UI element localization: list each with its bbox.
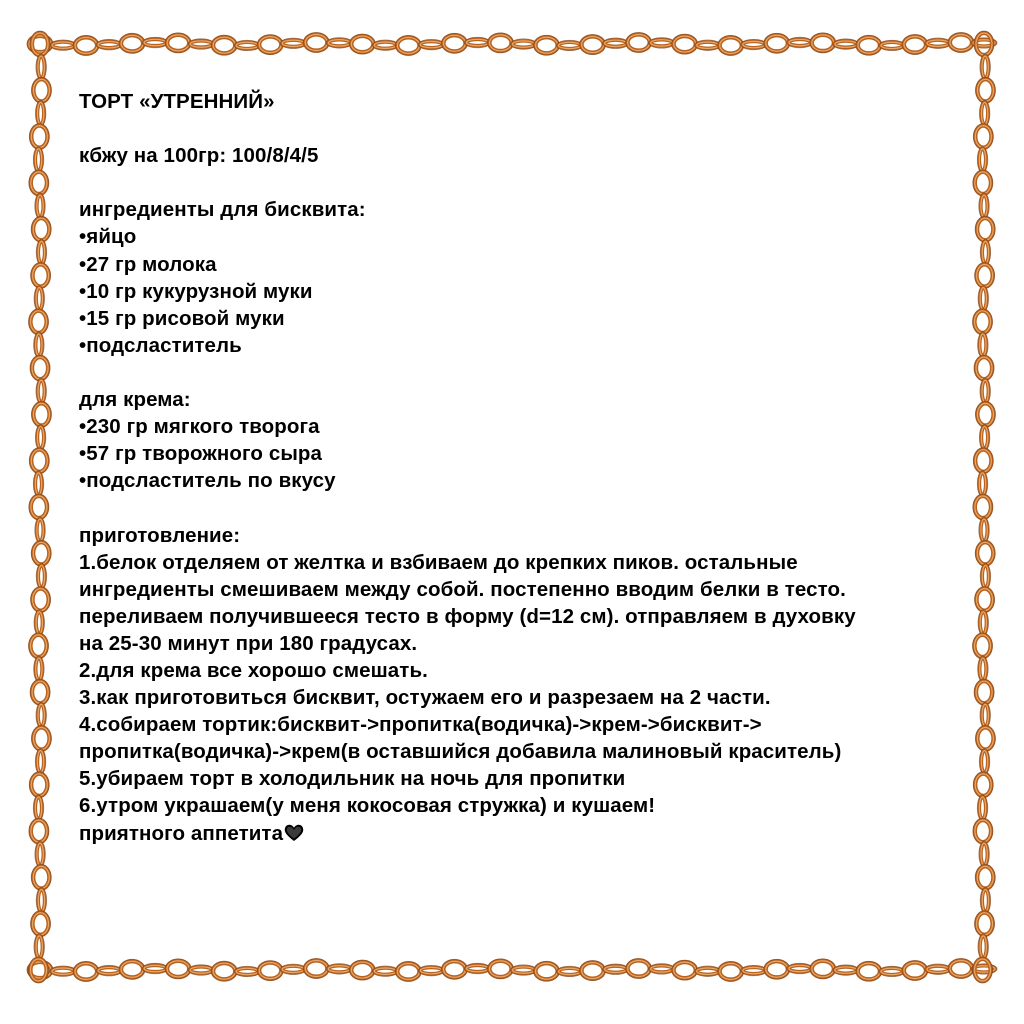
- chain-link-highlight: [628, 35, 650, 51]
- sponge-item: •15 гр рисовой муки: [79, 306, 285, 330]
- chain-link-highlight: [950, 35, 972, 51]
- chain-link-highlight: [628, 961, 650, 977]
- chain-link-highlight: [213, 37, 235, 53]
- preparation-line: на 25-30 минут при 180 градусах.: [79, 631, 418, 655]
- chain-link-highlight: [31, 450, 47, 472]
- chain-link-highlight: [31, 774, 47, 796]
- preparation-line: ингредиенты смешиваем между собой. постепенно вводим белки в тесто.: [79, 577, 846, 601]
- chain-link-highlight: [489, 961, 511, 977]
- preparation-line: пропитка(водичка)->крем(в оставшийся добавила малиновый краситель): [79, 740, 842, 764]
- chain-link-highlight: [950, 961, 972, 977]
- chain-link-highlight: [720, 37, 742, 53]
- chain-link-highlight: [31, 172, 47, 194]
- preparation-heading: приготовление:: [79, 523, 241, 547]
- chain-link-highlight: [33, 79, 49, 101]
- preparation-line: 6.утром украшаем(у меня кокосовая стружка) и кушаем!: [79, 794, 656, 818]
- chain-link-highlight: [904, 37, 926, 53]
- sponge-item: •яйцо: [79, 225, 137, 249]
- chain-link-highlight: [351, 962, 373, 978]
- chain-link-highlight: [31, 311, 47, 333]
- chain-link-highlight: [31, 635, 47, 657]
- chain-link-highlight: [305, 961, 327, 977]
- heart-icon: [284, 822, 304, 849]
- chain-link-highlight: [977, 265, 993, 287]
- chain-link-highlight: [397, 963, 419, 979]
- cream-item: •230 гр мягкого творога: [79, 415, 320, 439]
- chain-link-highlight: [977, 403, 993, 425]
- recipe-title: ТОРТ «УТРЕННИЙ»: [79, 90, 275, 113]
- chain-link-highlight: [259, 963, 281, 979]
- chain-link-highlight: [443, 35, 465, 51]
- preparation-line: 2.для крема все хорошо смешать.: [79, 658, 428, 682]
- chain-link-highlight: [75, 963, 97, 979]
- chain-link-highlight: [397, 37, 419, 53]
- sponge-item: •27 гр молока: [79, 252, 217, 276]
- cream-item: •57 гр творожного сыра: [79, 442, 323, 466]
- chain-link-highlight: [766, 961, 788, 977]
- chain-link-highlight: [582, 963, 604, 979]
- closing-text: приятного аппетита: [79, 821, 284, 845]
- chain-link-highlight: [904, 963, 926, 979]
- chain-link-highlight: [33, 542, 49, 564]
- chain-link-highlight: [582, 37, 604, 53]
- cream-heading: для крема:: [79, 388, 191, 412]
- chain-link-highlight: [977, 728, 993, 750]
- chain-link-highlight: [33, 589, 49, 611]
- chain-link-highlight: [305, 35, 327, 51]
- chain-link-highlight: [812, 35, 834, 51]
- recipe-card: [79, 88, 979, 847]
- sponge-item: •подсластитель: [79, 333, 242, 357]
- chain-link-highlight: [536, 37, 558, 53]
- chain-link-highlight: [167, 961, 189, 977]
- chain-link-highlight: [213, 963, 235, 979]
- chain-link-highlight: [33, 218, 49, 240]
- chain-link-highlight: [858, 37, 880, 53]
- chain-link-highlight: [674, 36, 696, 52]
- chain-link-highlight: [351, 36, 373, 52]
- preparation-line: 1.белок отделяем от желтка и взбиваем до крепких пиков. остальные: [79, 550, 798, 574]
- chain-link-highlight: [75, 37, 97, 53]
- preparation-line: 4.собираем тортик:бисквит->пропитка(водичка)->крем->бисквит->: [79, 713, 762, 737]
- chain-link-highlight: [33, 913, 49, 935]
- chain-link-highlight: [259, 37, 281, 53]
- chain-link-highlight: [32, 681, 48, 703]
- sponge-heading: ингредиенты для бисквита:: [79, 198, 366, 222]
- chain-link-highlight: [977, 79, 993, 101]
- preparation-line: переливаем получившееся тесто в форму (d=12 см). отправляем в духовку: [79, 604, 856, 628]
- sponge-item: •10 гр кукурузной муки: [79, 279, 313, 303]
- chain-link-highlight: [858, 963, 880, 979]
- chain-link-highlight: [31, 496, 47, 518]
- chain-link-highlight: [489, 35, 511, 51]
- chain-link-highlight: [121, 35, 143, 51]
- closing-line: [79, 820, 979, 847]
- chain-link-highlight: [720, 963, 742, 979]
- chain-link-highlight: [766, 35, 788, 51]
- chain-link-highlight: [33, 265, 49, 287]
- chain-link-highlight: [31, 820, 47, 842]
- chain-link-highlight: [33, 403, 49, 425]
- chain-link-highlight: [674, 962, 696, 978]
- chain-link-highlight: [33, 866, 49, 888]
- nutrition-info: кбжу на 100гр: 100/8/4/5: [79, 144, 319, 168]
- preparation-line: 3.как приготовиться бисквит, остужаем его и разрезаем на 2 части.: [79, 686, 771, 710]
- preparation-line: 5.убираем торт в холодильник на ночь для пропитки: [79, 767, 626, 791]
- chain-link-highlight: [31, 126, 47, 148]
- chain-link-highlight: [32, 357, 48, 379]
- chain-link-highlight: [977, 913, 993, 935]
- chain-link-highlight: [443, 961, 465, 977]
- chain-link-highlight: [977, 542, 993, 564]
- chain-link-highlight: [536, 963, 558, 979]
- chain-link-highlight: [977, 218, 993, 240]
- chain-link-highlight: [812, 961, 834, 977]
- chain-link-highlight: [121, 961, 143, 977]
- chain-link-highlight: [33, 728, 49, 750]
- cream-item: •подсластитель по вкусу: [79, 469, 336, 493]
- chain-link-highlight: [167, 35, 189, 51]
- chain-link-highlight: [977, 866, 993, 888]
